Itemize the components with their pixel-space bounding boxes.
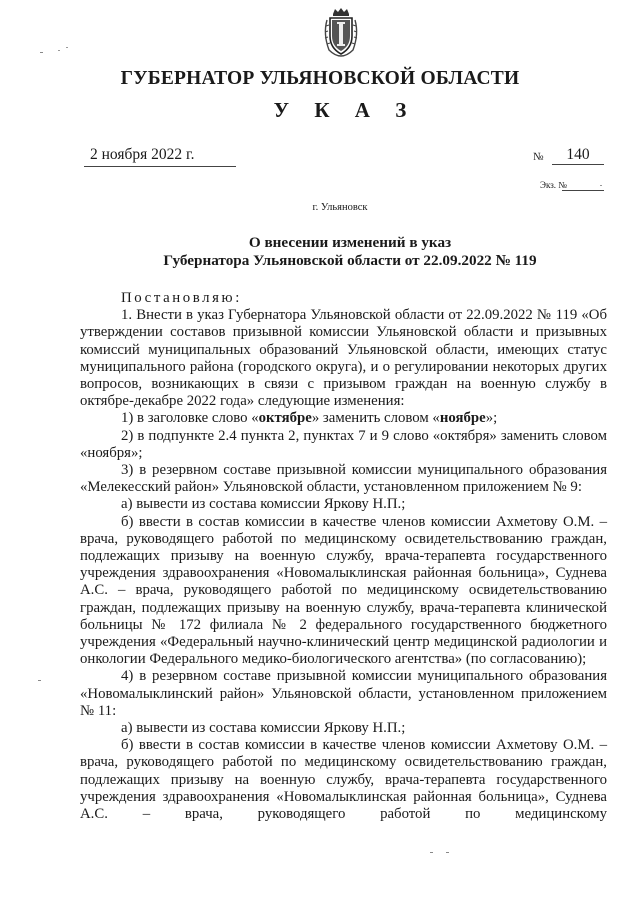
paragraph-1-3: 3) в резервном составе призывной комиссии муниципального образования «Мелекесский район» Ульяновской области, установленном приложением № 9:	[80, 462, 607, 496]
subject-line-2: Губернатора Ульяновской области от 22.09.2022 № 119	[163, 252, 537, 269]
paragraph-1: 1. Внести в указ Губернатора Ульяновской области от 22.09.2022 № 119 «Об утверждении составов призывной комиссии Ульяновской области и призывных комиссий муниципальных образований Ульяновской области, имеющих статус муниципального района (городского округа), и о регулировании некоторых других вопросов, возникающих в связи с призывом граждан на военную службу в октябре-декабре 2022 года» следующие изменения:	[80, 307, 607, 410]
document-body	[80, 290, 607, 823]
copy-number-line	[562, 190, 604, 191]
document-type: У К А З	[273, 98, 417, 122]
p1-1-text-a: 1) в заголовке слово «	[121, 410, 259, 427]
document-subject	[0, 234, 640, 270]
issue-city: г. Ульяновск	[312, 202, 368, 213]
p1-1-text-b: » заменить словом «	[311, 410, 440, 427]
p1-1-new-word: ноябре	[439, 410, 486, 427]
scan-speck	[66, 47, 68, 48]
subject-line-1: О внесении изменений в указ	[248, 234, 452, 251]
paragraph-1-4-b: б) ввести в состав комиссии в качестве членов комиссии Ахметову О.М. – врача, руководящего работой по медицинскому освидетельствованию граждан, подлежащих призыву на военную службу, врача-терапевта государственного учреждения здравоохранения «Новомалыклинская районная больница», Суднева А.С. – врача, руководящего работой по медицинскому	[80, 737, 607, 823]
scan-speck	[38, 680, 41, 681]
number-label: №	[533, 151, 544, 163]
coat-of-arms-icon	[321, 6, 361, 58]
paragraph-1-4: 4) в резервном составе призывной комиссии муниципального образования «Новомалыклинский район» Ульяновской области, установленном приложением № 11:	[80, 668, 607, 719]
scan-speck	[430, 852, 433, 853]
copy-number-label: Экз. №	[540, 180, 567, 190]
paragraph-1-3-b: б) ввести в состав комиссии в качестве членов комиссии Ахметову О.М. – врача, руководящего работой по медицинскому освидетельствованию граждан, подлежащих призыву на военную службу, врача-терапевта государственного учреждения здравоохранения «Новомалыклинская районная больница», Суднева А.С. – врача, руководящего работой по медицинскому освидетельствованию граждан, подлежащих призыву на военную службу, врача-терапевта клинической больницы № 172 филиала № 2 федерального государственного бюджетного учреждения «Федеральный научно-клинический центр медицинской радиологии и онкологии Федерального медико-биологического агентства» (по согласованию);	[80, 513, 607, 668]
paragraph-1-2: 2) в подпункте 2.4 пункта 2, пунктах 7 и 9 слово «октября» заменить словом «ноября»;	[80, 427, 607, 461]
issuer-title: ГУБЕРНАТОР УЛЬЯНОВСКОЙ ОБЛАСТИ	[120, 68, 520, 89]
paragraph-1-4-a: а) вывести из состава комиссии Яркову Н.П.;	[121, 720, 406, 737]
scan-speck	[446, 852, 449, 853]
document-number: 140	[552, 147, 604, 165]
document-date: 2 ноября 2022 г.	[90, 146, 195, 163]
p1-1-old-word: октябре	[258, 410, 312, 427]
paragraph-1-1	[80, 410, 607, 427]
paragraph-1-3-a: а) вывести из состава комиссии Яркову Н.П.;	[121, 496, 406, 513]
scan-speck	[58, 50, 60, 51]
p1-1-text-c: »;	[485, 410, 498, 427]
date-underline	[84, 166, 236, 167]
intro-paragraph: Постановляю:	[121, 290, 242, 306]
scan-speck	[40, 52, 43, 53]
scan-speck	[600, 185, 602, 186]
